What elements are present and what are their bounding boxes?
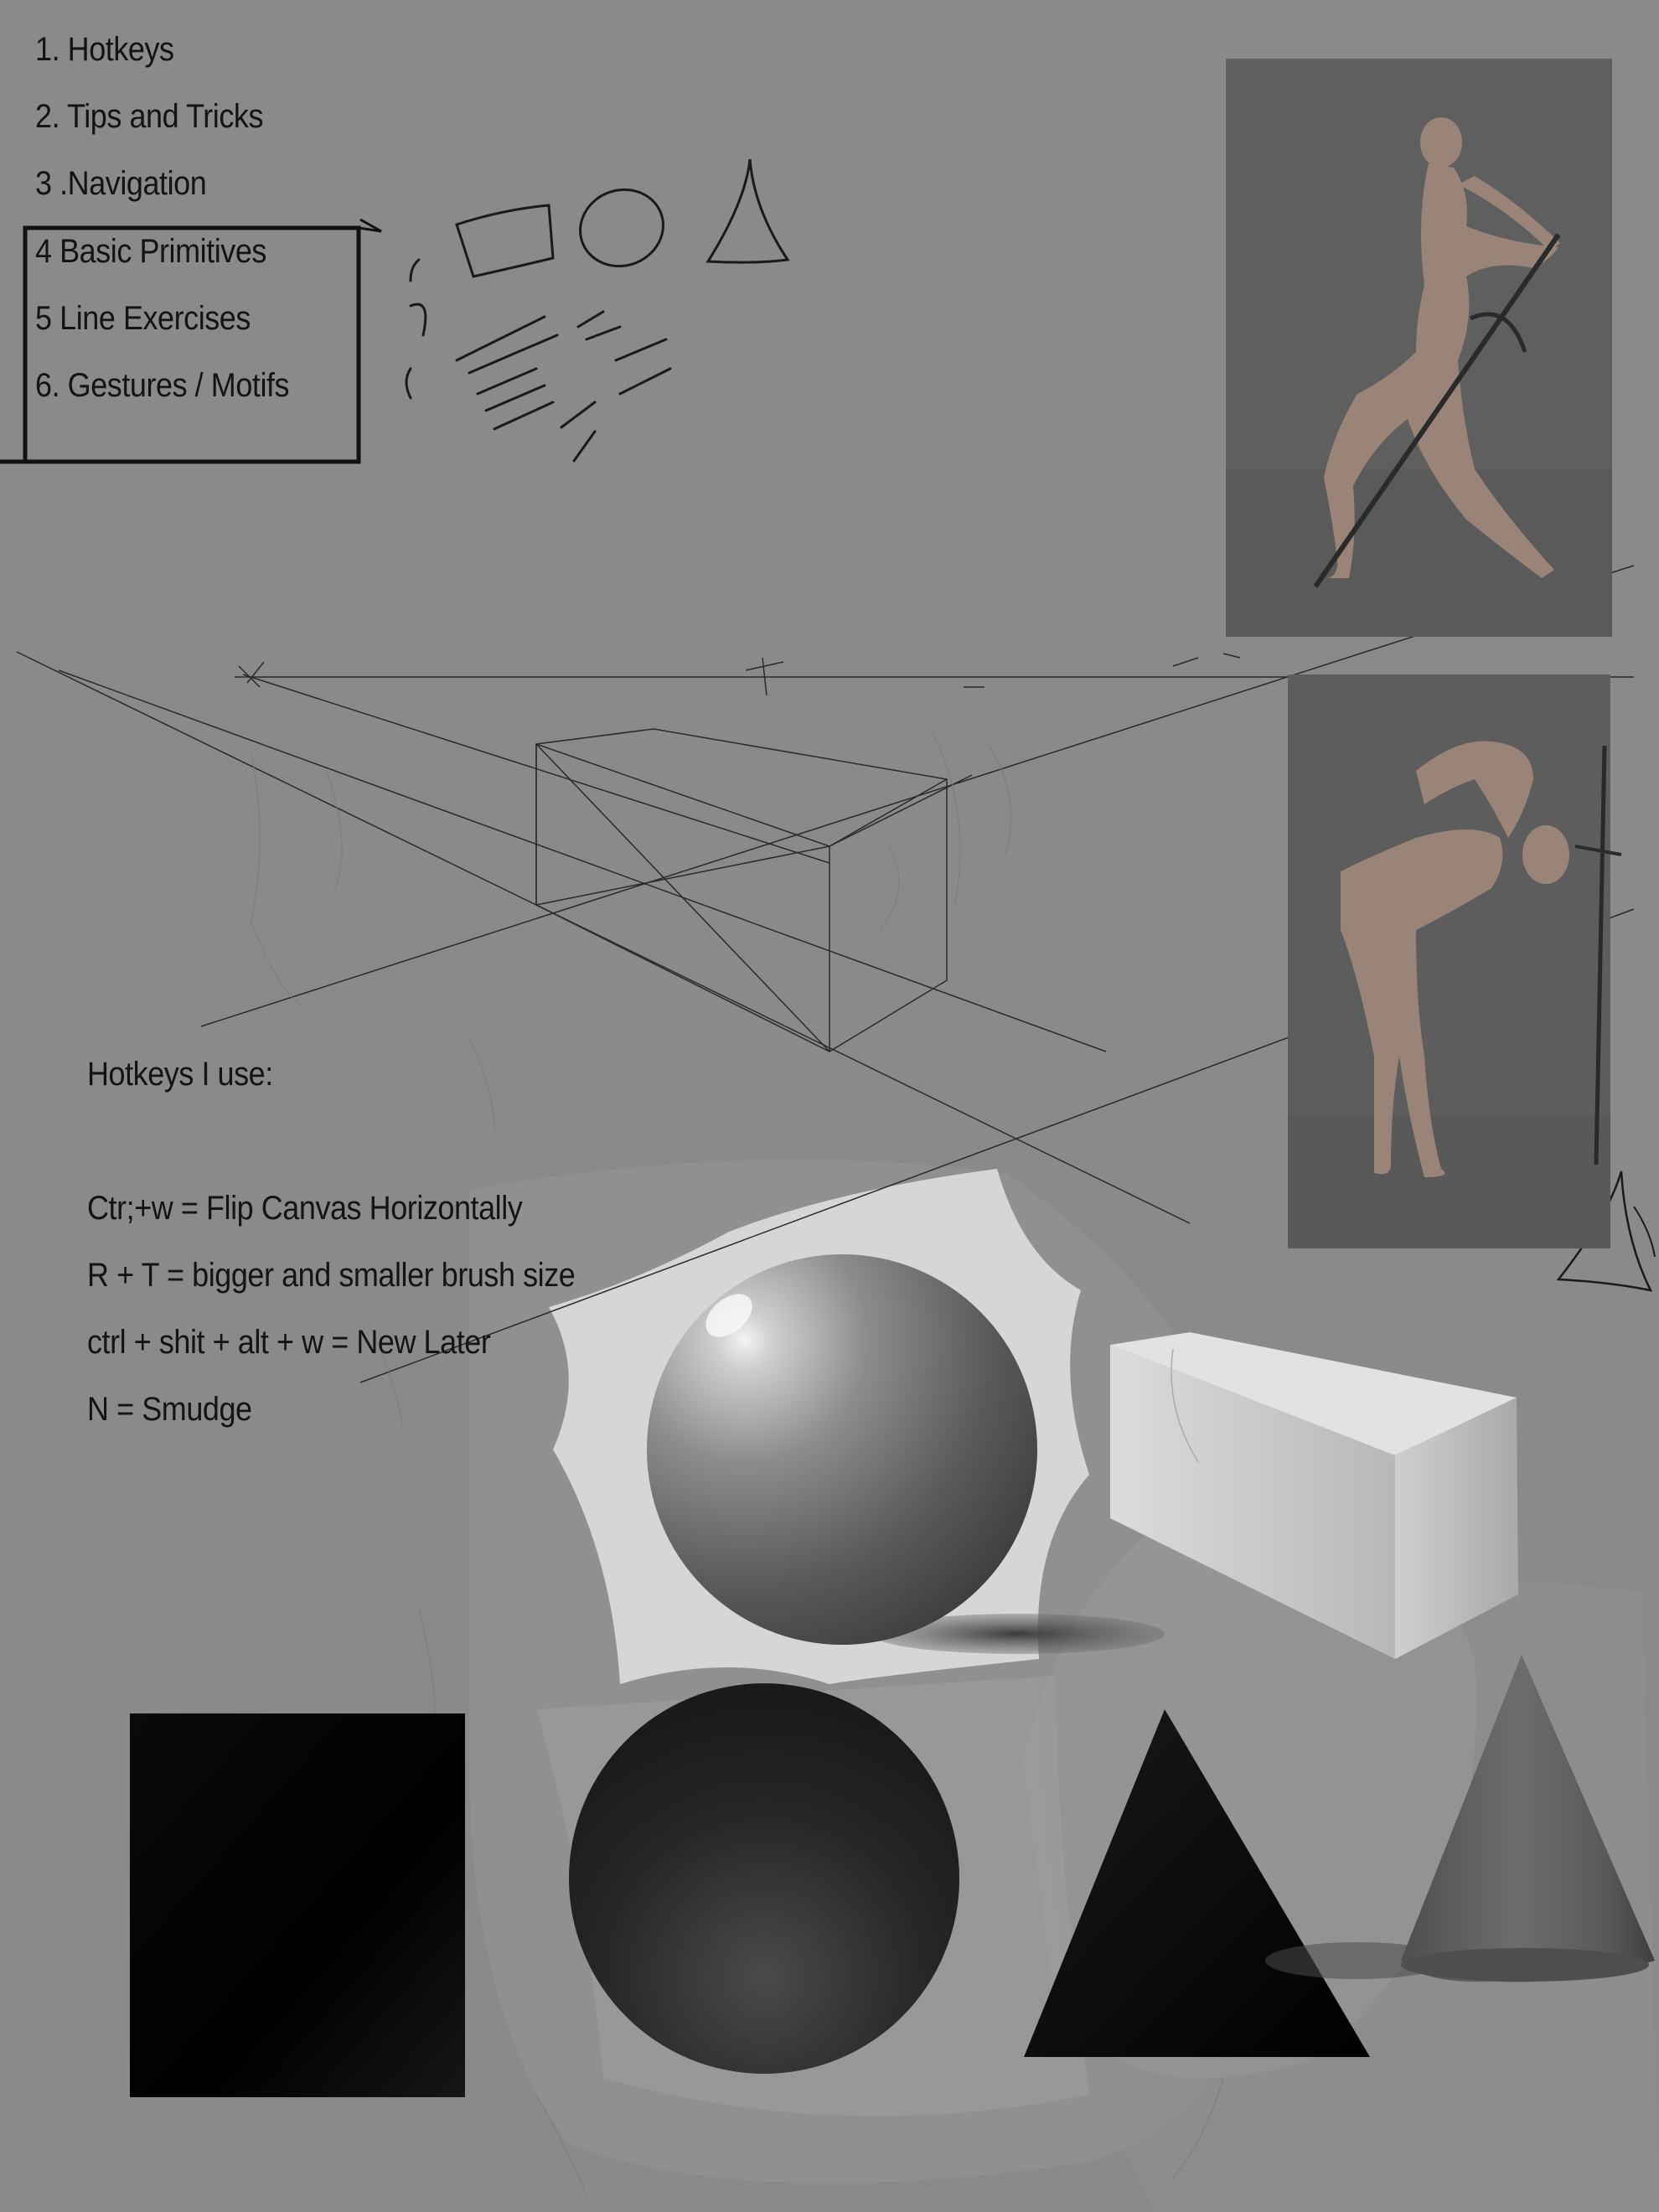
toc-item-gestures[interactable]: 6. Gestures / Motifs: [35, 367, 290, 404]
toc-item-hotkeys[interactable]: 1. Hotkeys: [35, 31, 174, 68]
hotkeys-heading: Hotkeys I use:: [87, 1056, 273, 1093]
hotkey-line: N = Smudge: [87, 1391, 252, 1428]
toc-item-navigation[interactable]: 3 .Navigation: [35, 165, 207, 202]
bent-figure-photo: [1288, 674, 1621, 1248]
toc-item-tips[interactable]: 2. Tips and Tricks: [35, 98, 264, 135]
hotkey-line: Ctr;+w = Flip Canvas Horizontally: [87, 1190, 523, 1227]
hotkey-line: ctrl + shit + alt + w = New Later: [87, 1324, 491, 1361]
hotkey-line: R + T = bigger and smaller brush size: [87, 1257, 576, 1294]
sword-figure-photo: [1226, 59, 1612, 637]
toc-item-primitives[interactable]: 4 Basic Primitives: [35, 233, 266, 270]
toc-item-lines[interactable]: 5 Line Exercises: [35, 300, 251, 337]
